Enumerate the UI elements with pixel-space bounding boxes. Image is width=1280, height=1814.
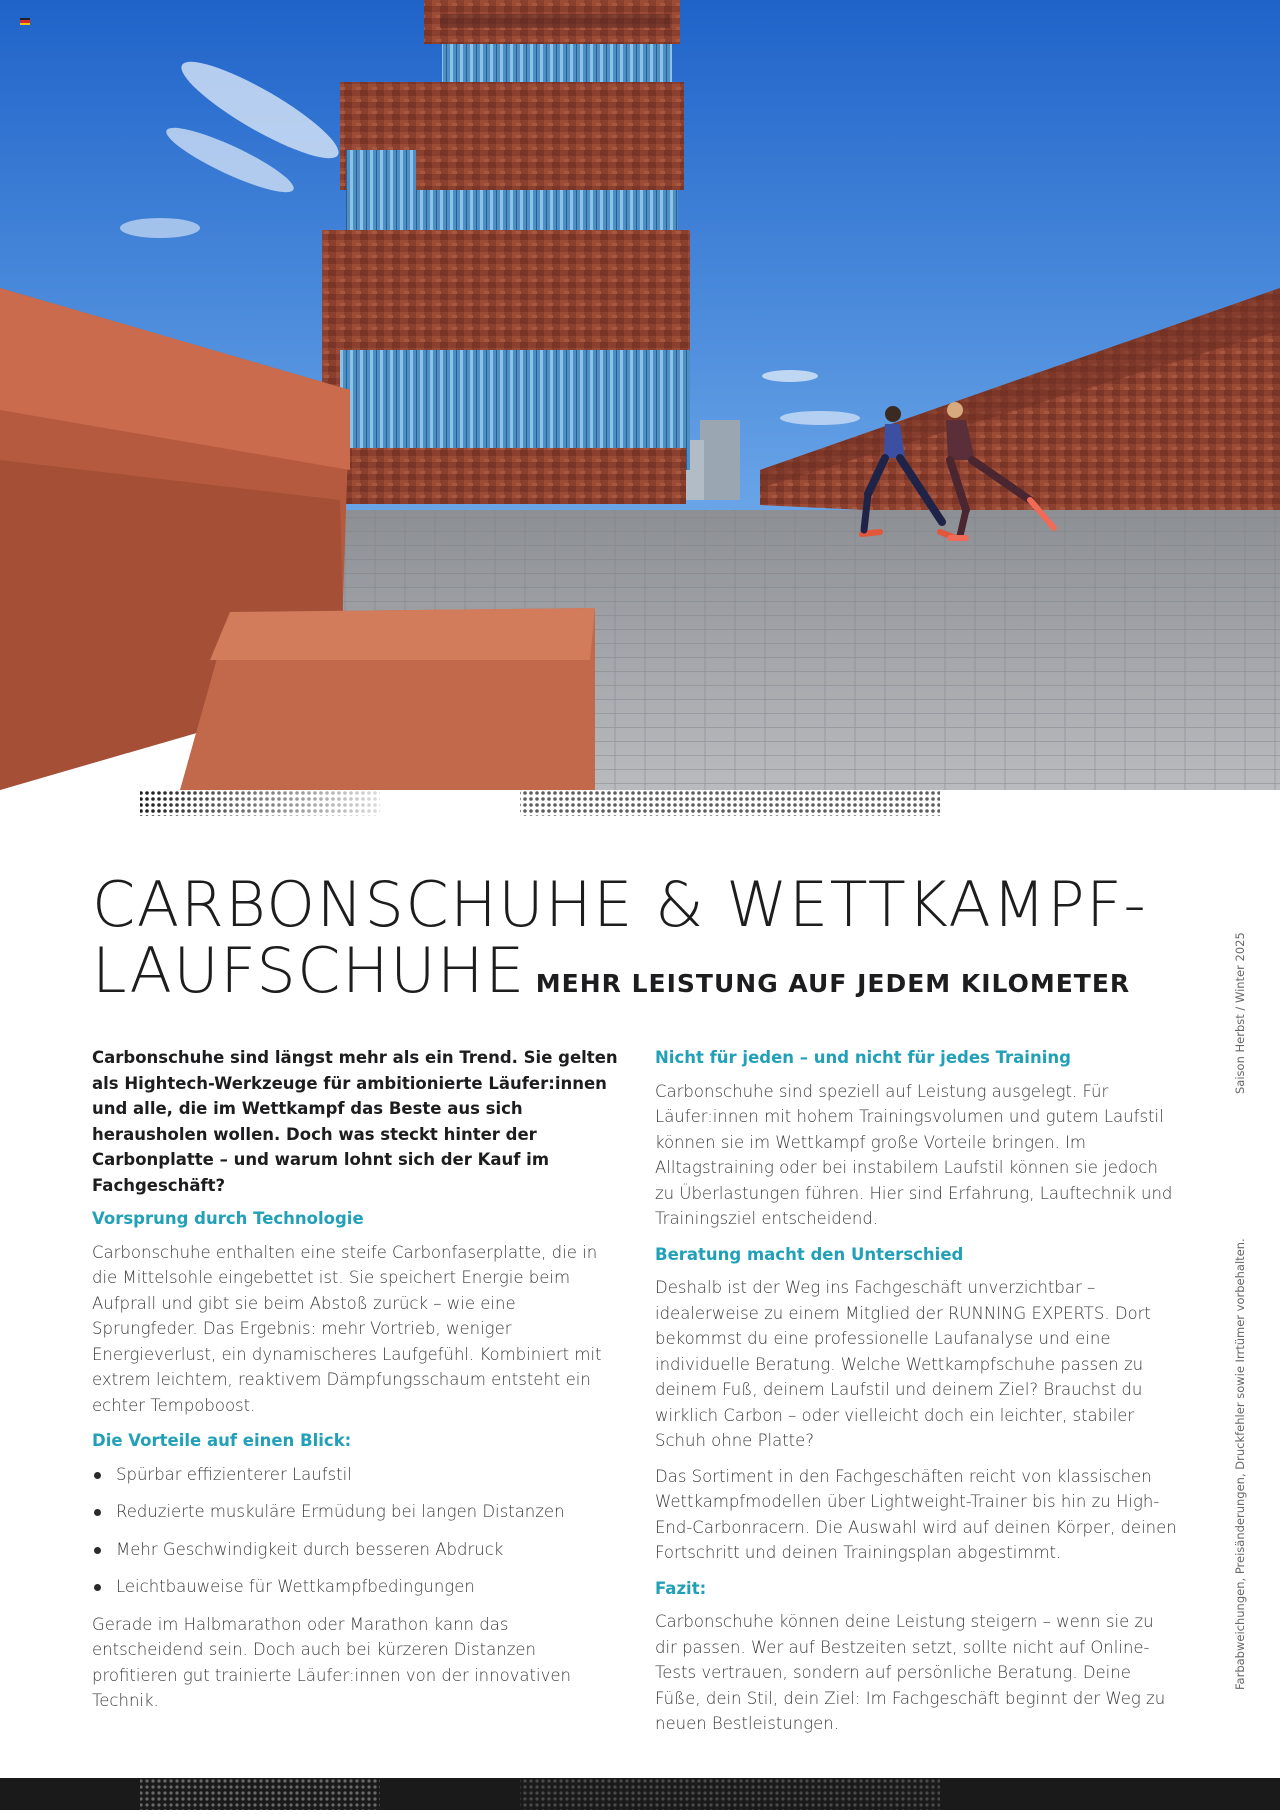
list-item: Spürbar effizienterer Laufstil (92, 1462, 622, 1488)
intro-paragraph: Carbonschuhe sind längst mehr als ein Trend. Sie gelten als Hightech-Werkzeuge für ambitionierte Läufer:innen und alle, die im Wettkampf das Beste aus sich herausholen wollen. Doch was steckt hinter der Carbonplatte – und warum lohnt sich der Kauf im Fachgeschäft? (92, 1048, 618, 1195)
list-item: Mehr Geschwindigkeit durch besseren Abdruck (92, 1537, 622, 1563)
season-note: Saison Herbst / Winter 2025 (1233, 932, 1247, 1094)
section-heading-not-for-everyone: Nicht für jeden – und nicht für jedes Training (655, 1048, 1071, 1067)
left-column (92, 1045, 622, 1724)
flag-stripe-gold (20, 23, 30, 25)
page-headline (92, 868, 1192, 1017)
disclaimer-note: Farbabweichungen, Preisänderungen, Druckfehler sowie Irrtümer vorbehalten. (1233, 1238, 1247, 1690)
halftone-strip-top (0, 790, 1280, 824)
list-item: Reduzierte muskuläre Ermüdung bei langen Distanzen (92, 1499, 622, 1525)
marathon-paragraph: Gerade im Halbmarathon oder Marathon kann das entscheidend sein. Doch auch bei kürzeren Distanzen profitieren gut trainierte Läufer:innen von der innovativen Technik. (92, 1614, 571, 1710)
assortment-paragraph: Das Sortiment in den Fachgeschäften reicht von klassischen Wettkampfmodellen über Lightweight-Trainer bis hin zu High-End-Carbonracern. Die Auswahl wird auf deinen Körper, deinen Fortschritt und deinen Trainingsplan abgestimmt. (655, 1466, 1177, 1562)
hero-photo (0, 0, 1280, 790)
headline-line-1: CARBONSCHUHE & WETTKAMPF- (92, 868, 1148, 941)
section-heading-conclusion: Fazit: (655, 1578, 707, 1598)
footer-halftone (0, 1778, 1280, 1810)
technology-paragraph: Carbonschuhe enthalten eine steife Carbonfaserplatte, die in die Mittelsohle eingebettet ist. Sie speichert Energie beim Aufprall und gibt sie beim Abstoß zurück – wie eine Sprungfeder. Das Ergebnis: mehr Vortrieb, weniger Energieverlust, ein dynamischeres Laufgefühl. Kombiniert mit extrem leichtem, reaktivem Dämpfungsschaum entsteht ein echter Tempoboost. (92, 1242, 602, 1415)
hero-illustration (0, 0, 1280, 790)
section-heading-technology: Vorsprung durch Technologie (92, 1209, 364, 1228)
headline-line-2 (92, 934, 1192, 1017)
not-for-everyone-paragraph: Carbonschuhe sind speziell auf Leistung ausgelegt. Für Läufer:innen mit hohem Trainingsvolumen und gutem Laufstil können sie im Wettkampf große Vorteile bringen. Im Alltagstraining oder bei instabilem Laufstil können sie jedoch zu Überlastungen führen. Hier sind Erfahrung, Lauftechnik und Trainingsziel entscheidend. (655, 1081, 1173, 1228)
footer-bar (0, 1778, 1280, 1810)
advice-paragraph: Deshalb ist der Weg ins Fachgeschäft unverzichtbar – idealerweise zu einem Mitglied der RUNNING EXPERTS. Dort bekommst du eine professionelle Laufanalyse und eine individuelle Beratung. Welche Wettkampfschuhe passen zu deinem Fuß, deinem Laufstil und deinem Ziel? Brauchst du wirklich Carbon – oder vielleicht doch ein leichter, stabiler Schuh ohne Platte? (655, 1278, 1151, 1450)
list-item: Leichtbauweise für Wettkampfbedingungen (92, 1574, 622, 1600)
section-heading-advice: Beratung macht den Unterschied (655, 1244, 964, 1264)
headline-line-2-text: LAUFSCHUHE (92, 934, 526, 1007)
section-heading-advantages: Die Vorteile auf einen Blick: (92, 1431, 352, 1450)
conclusion-paragraph: Carbonschuhe können deine Leistung steigern – wenn sie zu dir passen. Wer auf Bestzeiten setzt, sollte nicht auf Online-Tests vertrauen, sondern auf persönliche Beratung. Deine Füße, dein Stil, dein Ziel: Im Fachgeschäft beginnt der Weg zu neuen Bestleistungen. (655, 1612, 1166, 1733)
advantages-list (92, 1462, 622, 1600)
headline-subtitle: MEHR LEISTUNG AUF JEDEM KILOMETER (535, 969, 1131, 998)
right-column (655, 1045, 1180, 1747)
german-flag-icon (20, 18, 30, 25)
